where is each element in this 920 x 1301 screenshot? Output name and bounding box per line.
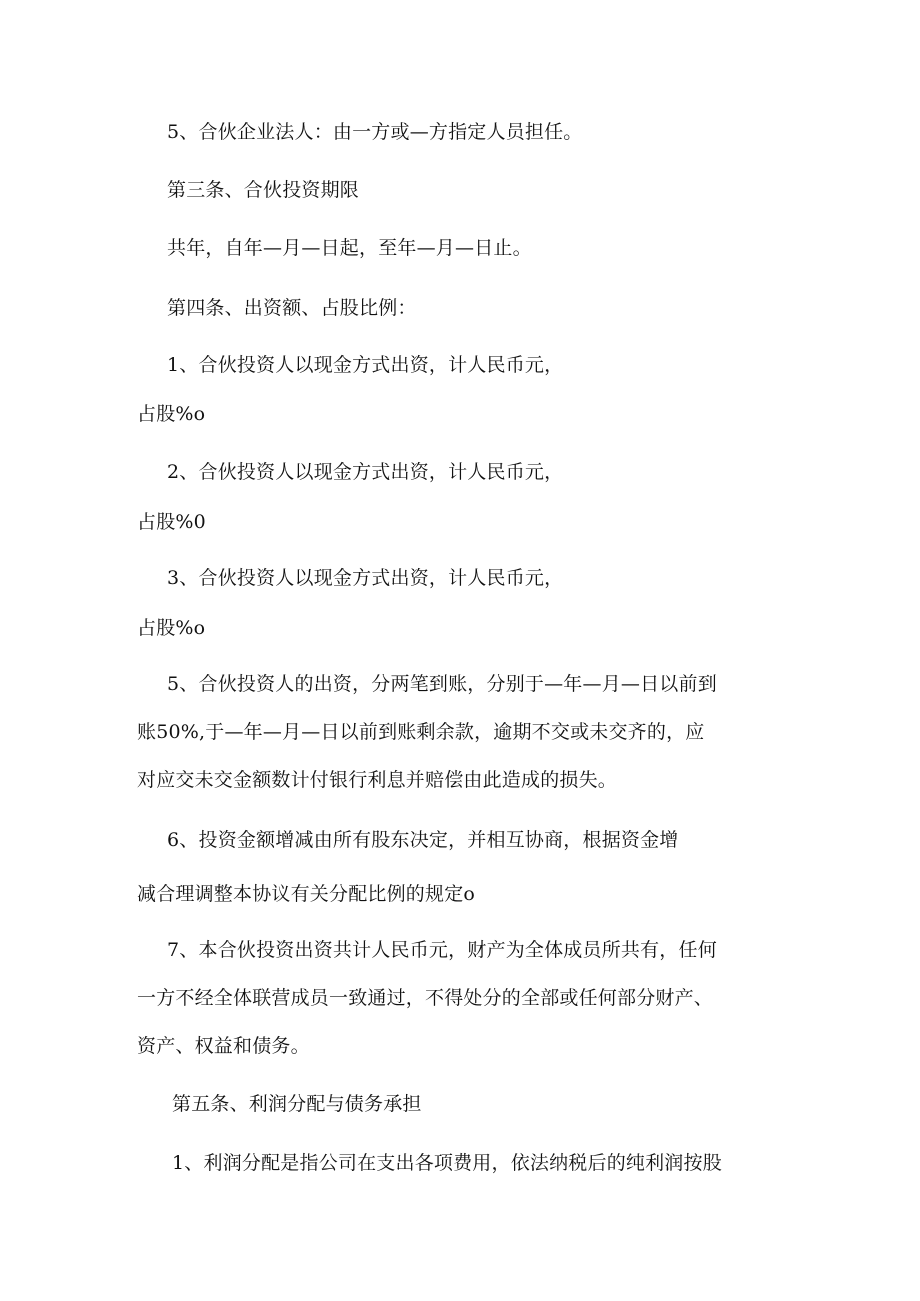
investor-1-line: 1、合伙投资人以现金方式出资，计人民币元，: [167, 354, 564, 376]
clause-7-line-3: 资产、权益和债务。: [137, 1035, 310, 1057]
article-3-heading: 第三条、合伙投资期限: [167, 179, 360, 201]
article-3-term: 共年，自年—月—日起，至年—月—日止。: [167, 237, 532, 259]
investor-2-line: 2、合伙投资人以现金方式出资，计人民币元，: [167, 461, 564, 483]
clause-6-line-1: 6、投资金额增减由所有股东决定，并相互协商，根据资金增: [167, 829, 679, 851]
clause-5-payment-line-2: 账50%,于—年—月—日以前到账剩余款，逾期不交或未交齐的，应: [137, 721, 705, 743]
article-5-heading: 第五条、利润分配与债务承担: [172, 1093, 422, 1115]
article-5-clause-1: 1、利润分配是指公司在支出各项费用，依法纳税后的纯利润按股: [172, 1152, 722, 1174]
investor-2-share: 占股%0: [137, 511, 206, 533]
clause-5-legal-person: 5、合伙企业法人：由一方或—方指定人员担任。: [167, 121, 583, 143]
investor-3-share: 占股%o: [137, 617, 206, 639]
clause-6-line-2: 减合理调整本协议有关分配比例的规定o: [137, 883, 476, 905]
investor-1-share: 占股%o: [137, 403, 206, 425]
clause-5-payment-line-1: 5、合伙投资人的出资，分两笔到账，分别于—年—月—日以前到: [167, 673, 717, 695]
article-4-heading: 第四条、出资额、占股比例：: [167, 297, 417, 319]
clause-7-line-2: 一方不经全体联营成员一致通过，不得处分的全部或任何部分财产、: [137, 987, 714, 1009]
clause-7-line-1: 7、本合伙投资出资共计人民币元，财产为全体成员所共有，任何: [167, 939, 717, 961]
clause-5-payment-line-3: 对应交未交金额数计付银行利息并赔偿由此造成的损失。: [137, 769, 618, 791]
investor-3-line: 3、合伙投资人以现金方式出资，计人民币元，: [167, 567, 564, 589]
